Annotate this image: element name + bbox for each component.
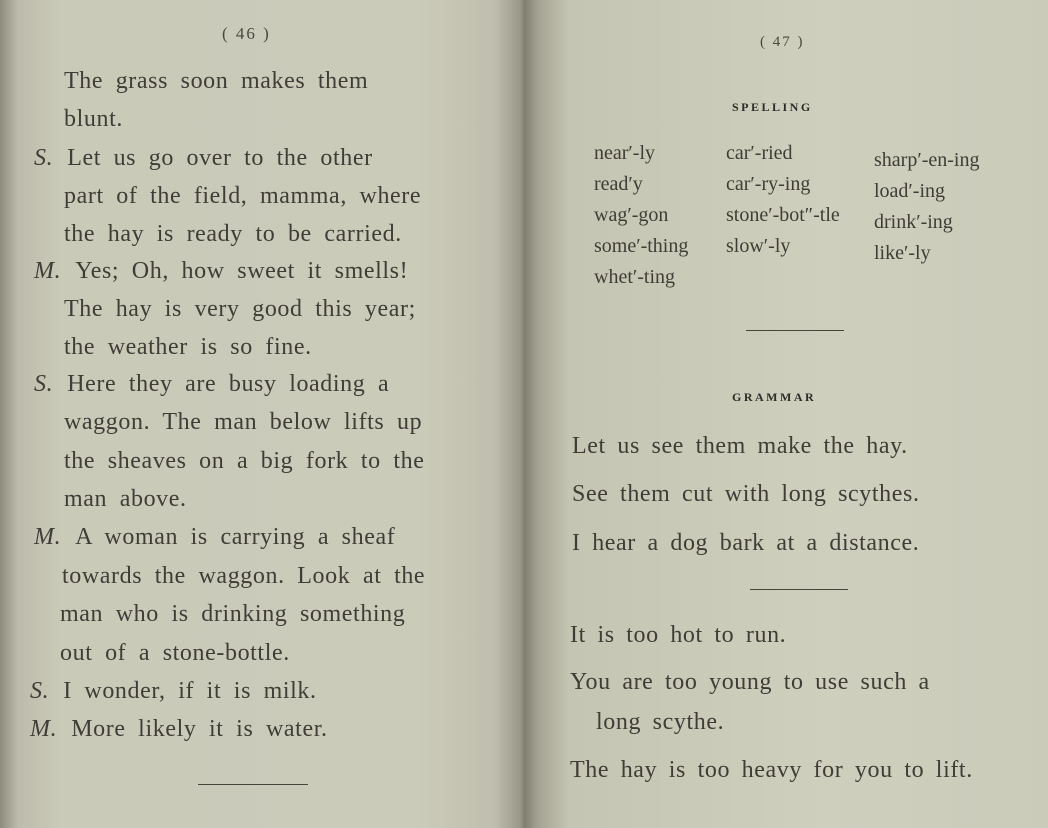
dialogue-line [30, 714, 328, 744]
spelling-word: some′-thing [594, 235, 689, 257]
line-text: out of a stone-bottle. [60, 640, 290, 666]
speaker-label: M. [30, 716, 58, 742]
spelling-word: drink′-ing [874, 211, 953, 233]
dialogue-line [34, 143, 373, 173]
grammar-sentence: I hear a dog bark at a distance. [572, 530, 920, 556]
dialogue-line [64, 181, 421, 211]
line-text: Yes; Oh, how sweet it smells! [75, 258, 409, 284]
spelling-word: near′-ly [594, 142, 656, 164]
line-text: waggon. The man below lifts up [64, 409, 423, 435]
dialogue-line [64, 407, 422, 437]
line-text: part of the field, mamma, where [64, 183, 422, 209]
spelling-word: car′-ry-ing [726, 173, 811, 195]
line-text: The hay is very good this year; [64, 296, 416, 322]
grammar-sentence: You are too young to use such a [570, 669, 930, 695]
spelling-word: wag′-gon [594, 204, 669, 226]
spelling-word: stone′-bot″-tle [726, 204, 840, 226]
grammar-heading: GRAMMAR [732, 390, 817, 404]
line-text: man who is drinking something [60, 601, 406, 627]
spelling-word: sharp′-en-ing [874, 149, 980, 171]
line-text: the weather is so fine. [64, 334, 312, 360]
grammar-sentence: Let us see them make the hay. [572, 433, 908, 459]
speaker-label: S. [34, 371, 54, 397]
section-divider [750, 589, 848, 590]
dialogue-line [64, 104, 123, 134]
dialogue-line [64, 446, 424, 476]
dialogue-line [64, 294, 416, 324]
spelling-word: car′-ried [726, 142, 793, 164]
dialogue-line [34, 256, 408, 286]
page-number-left: ( 46 ) [222, 24, 271, 43]
section-divider [746, 330, 844, 331]
dialogue-line [60, 638, 290, 668]
page-number-right: ( 47 ) [760, 34, 805, 50]
line-text: I wonder, if it is milk. [63, 678, 317, 704]
speaker-label: M. [34, 524, 62, 550]
line-text: the hay is ready to be carried. [64, 221, 402, 247]
grammar-sentence: See them cut with long scythes. [572, 481, 920, 507]
spelling-word: like′-ly [874, 242, 931, 264]
dialogue-line [64, 219, 402, 249]
spelling-column-2 [726, 138, 840, 262]
spelling-column-1 [594, 138, 688, 293]
dialogue-line [34, 369, 389, 399]
grammar-sentence: It is too hot to run. [570, 622, 787, 648]
spelling-word: read′y [594, 173, 643, 195]
spelling-heading: SPELLING [732, 100, 813, 114]
line-text: A woman is carrying a sheaf [75, 524, 396, 550]
speaker-label: S. [30, 678, 50, 704]
spelling-word: slow′-ly [726, 235, 791, 257]
dialogue-line [30, 676, 317, 706]
dialogue-line [60, 599, 405, 629]
line-text: man above. [64, 486, 187, 512]
line-text: The grass soon makes them [64, 68, 369, 94]
speaker-label: M. [34, 258, 62, 284]
spelling-word: whet′-ting [594, 266, 676, 288]
right-page [524, 0, 1048, 828]
dialogue-line [64, 484, 187, 514]
dialogue-line [64, 66, 368, 96]
speaker-label: S. [34, 145, 54, 171]
line-text: the sheaves on a big fork to the [64, 448, 425, 474]
spelling-word: load′-ing [874, 180, 946, 202]
line-text: Let us go over to the other [67, 145, 373, 171]
line-text: More likely it is water. [71, 716, 328, 742]
dialogue-line [64, 332, 312, 362]
spelling-column-3 [874, 145, 979, 269]
grammar-sentence: long scythe. [596, 709, 725, 735]
line-text: towards the waggon. Look at the [62, 563, 426, 589]
section-divider [198, 784, 308, 785]
grammar-sentence: The hay is too heavy for you to lift. [570, 757, 973, 783]
line-text: Here they are busy loading a [67, 371, 390, 397]
dialogue-line [62, 561, 425, 591]
line-text: blunt. [64, 106, 123, 132]
dialogue-line [34, 522, 395, 552]
